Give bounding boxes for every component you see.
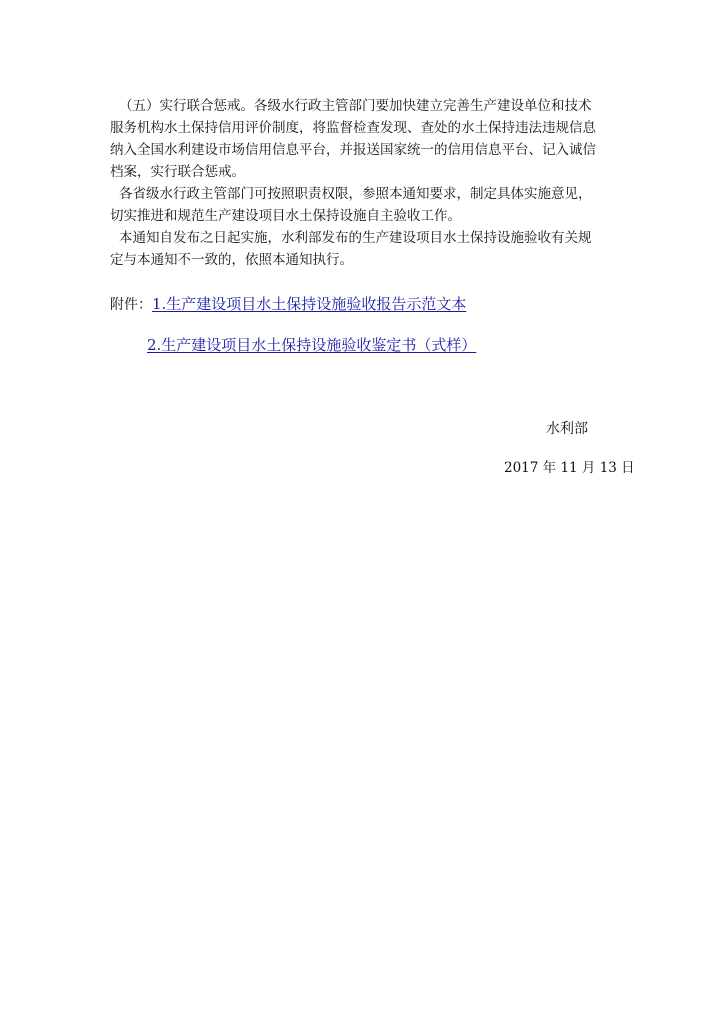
paragraph-line: 服务机构水土保持信用评价制度，将监督检查发现、查处的水土保持违法违规信息 bbox=[110, 120, 596, 136]
attachments-section bbox=[110, 293, 630, 356]
paragraph-line: 各省级水行政主管部门可按照职责权限，参照本通知要求，制定具体实施意见， bbox=[119, 186, 592, 202]
attachment-row bbox=[110, 334, 630, 356]
paragraph-line: 档案，实行联合惩戒。 bbox=[110, 164, 245, 180]
paragraph-line: （五）实行联合惩戒。各级水行政主管部门要加快建立完善生产建设单位和技术 bbox=[119, 98, 592, 114]
attachment-link-report-template[interactable]: 1.生产建设项目水土保持设施验收报告示范文本 bbox=[152, 295, 467, 313]
paragraph-line: 切实推进和规范生产建设项目水土保持设施自主验收工作。 bbox=[110, 208, 461, 224]
paragraph-line: 纳入全国水利建设市场信用信息平台，并报送国家统一的信用信息平台、记入诚信 bbox=[110, 142, 596, 158]
attachment-row bbox=[110, 293, 630, 315]
paragraph-line: 定与本通知不一致的，依照本通知执行。 bbox=[110, 252, 353, 268]
issuer-name: 水利部 bbox=[546, 421, 588, 437]
notice-body bbox=[110, 95, 620, 271]
attachments-label: 附件： bbox=[110, 297, 152, 313]
attachment-link-appraisal-form[interactable]: 2.生产建设项目水土保持设施验收鉴定书（式样） bbox=[147, 336, 477, 354]
issue-date: 2017 年 11 月 13 日 bbox=[504, 460, 635, 476]
paragraph-line: 本通知自发布之日起实施，水利部发布的生产建设项目水土保持设施验收有关规 bbox=[119, 230, 592, 246]
